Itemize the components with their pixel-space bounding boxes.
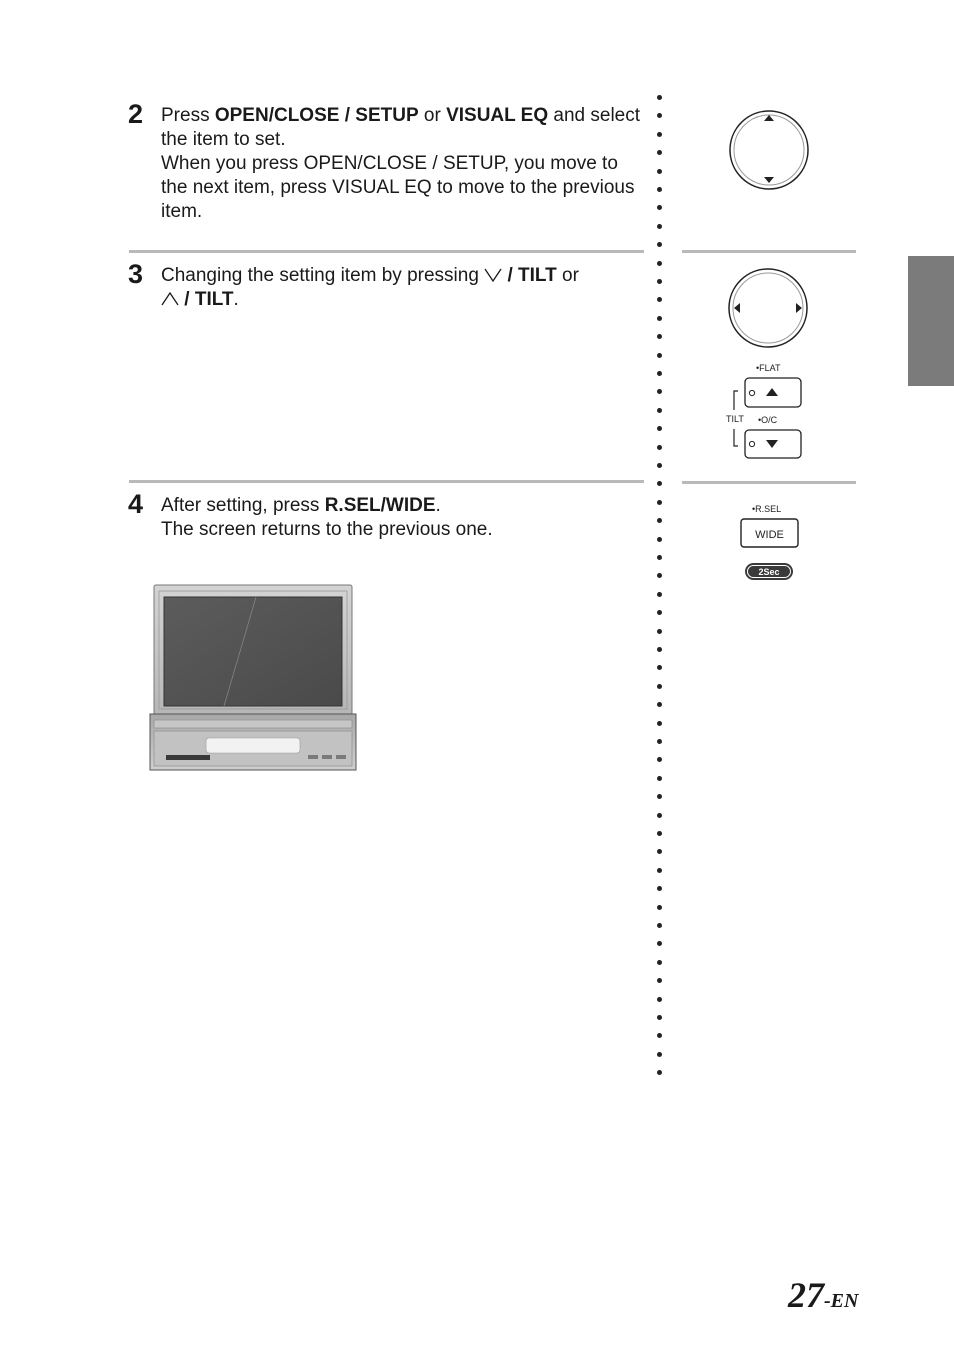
divider-left-2: [129, 480, 644, 483]
step-3-text-c: .: [233, 289, 239, 310]
monitor-illustration: [148, 583, 360, 773]
separator-dot: [657, 518, 662, 523]
tilt-label: TILT: [726, 414, 744, 424]
step-4-text-b: .: [435, 495, 441, 516]
separator-dot: [657, 169, 662, 174]
separator-dot: [657, 573, 662, 578]
separator-dot: [657, 776, 662, 781]
hold-badge-text: 2Sec: [758, 567, 780, 577]
step-4-number: 4: [128, 489, 144, 519]
separator-dot: [657, 757, 662, 762]
separator-dot: [657, 813, 662, 818]
step-3-text: [161, 264, 641, 312]
separator-dot: [657, 224, 662, 229]
separator-dot: [657, 555, 662, 560]
separator-dot: [657, 905, 662, 910]
open-close-setup-label: OPEN/CLOSE / SETUP: [214, 105, 419, 126]
separator-dot: [657, 923, 662, 928]
step-4-text: [161, 494, 641, 542]
step-3-text-a: Changing the setting item by pressing: [161, 265, 485, 286]
separator-dot: [657, 1070, 662, 1075]
rsel-label: •R.SEL: [752, 504, 782, 514]
separator-dot: [657, 702, 662, 707]
separator-dot: [657, 150, 662, 155]
step-2-text-b: or: [418, 105, 447, 126]
section-tab: [908, 256, 954, 386]
step-3-text-b: or: [556, 265, 579, 286]
divider-right-2: [682, 481, 856, 484]
separator-dot: [657, 500, 662, 505]
open-close-label: •O/C: [758, 415, 778, 425]
step-4-description: The screen returns to the previous one.: [161, 519, 493, 540]
separator-dot: [657, 426, 662, 431]
step-2-text: [161, 104, 641, 224]
separator-dot: [657, 721, 662, 726]
separator-dot: [657, 960, 662, 965]
bracket-top: [734, 391, 738, 410]
separator-dot: [657, 463, 662, 468]
page-number: [788, 1274, 858, 1316]
separator-dot: [657, 941, 662, 946]
separator-dot: [657, 849, 662, 854]
tilt-label-2: / TILT: [179, 289, 234, 310]
separator-dot: [657, 95, 662, 100]
separator-dot: [657, 610, 662, 615]
step-2-text-a: Press: [161, 105, 215, 126]
joystick-up-down-figure: [725, 105, 815, 195]
step-4-text-a: After setting, press: [161, 495, 325, 516]
separator-dot: [657, 537, 662, 542]
separator-dot: [657, 886, 662, 891]
separator-dot: [657, 647, 662, 652]
separator-dot: [657, 205, 662, 210]
separator-dot: [657, 794, 662, 799]
separator-dot: [657, 684, 662, 689]
separator-dot: [657, 629, 662, 634]
down-chevron-icon: [484, 268, 502, 282]
separator-dot: [657, 261, 662, 266]
separator-dot: [657, 1033, 662, 1038]
separator-dot: [657, 316, 662, 321]
separator-dot: [657, 279, 662, 284]
dotted-separator: [655, 95, 665, 1080]
wide-button-figure: [735, 500, 810, 585]
separator-dot: [657, 997, 662, 1002]
page-number-suffix: -EN: [824, 1290, 859, 1312]
bracket-bottom: [734, 429, 738, 446]
rsel-wide-label: R.SEL/WIDE: [324, 495, 436, 516]
separator-dot: [657, 371, 662, 376]
step-2-text-c: and select the item to set.: [161, 105, 641, 150]
wide-button-label: WIDE: [755, 529, 784, 541]
step-2-description: When you press OPEN/CLOSE / SETUP, you move to the next item, press VISUAL EQ to move to the previous item.: [161, 153, 635, 222]
page-number-value: 27: [788, 1275, 824, 1315]
divider-right-1: [682, 250, 856, 253]
step-3-number: 3: [128, 259, 144, 289]
separator-dot: [657, 113, 662, 118]
separator-dot: [657, 297, 662, 302]
separator-dot: [657, 481, 662, 486]
separator-dot: [657, 831, 662, 836]
joystick-left-right-figure: [724, 264, 814, 354]
separator-dot: [657, 665, 662, 670]
up-chevron-icon: [161, 292, 179, 306]
divider-left-1: [129, 250, 644, 253]
visual-eq-label: VISUAL EQ: [446, 105, 549, 126]
monitor-screen: [164, 597, 342, 706]
separator-dot: [657, 389, 662, 394]
separator-dot: [657, 1015, 662, 1020]
separator-dot: [657, 132, 662, 137]
tilt-buttons-figure: [720, 358, 830, 468]
separator-dot: [657, 1052, 662, 1057]
separator-dot: [657, 187, 662, 192]
separator-dot: [657, 445, 662, 450]
separator-dot: [657, 868, 662, 873]
tilt-label-1: / TILT: [502, 265, 557, 286]
separator-dot: [657, 353, 662, 358]
step-2-number: 2: [128, 99, 144, 129]
separator-dot: [657, 978, 662, 983]
flat-label: •FLAT: [756, 363, 781, 373]
separator-dot: [657, 592, 662, 597]
separator-dot: [657, 242, 662, 247]
separator-dot: [657, 334, 662, 339]
separator-dot: [657, 739, 662, 744]
separator-dot: [657, 408, 662, 413]
